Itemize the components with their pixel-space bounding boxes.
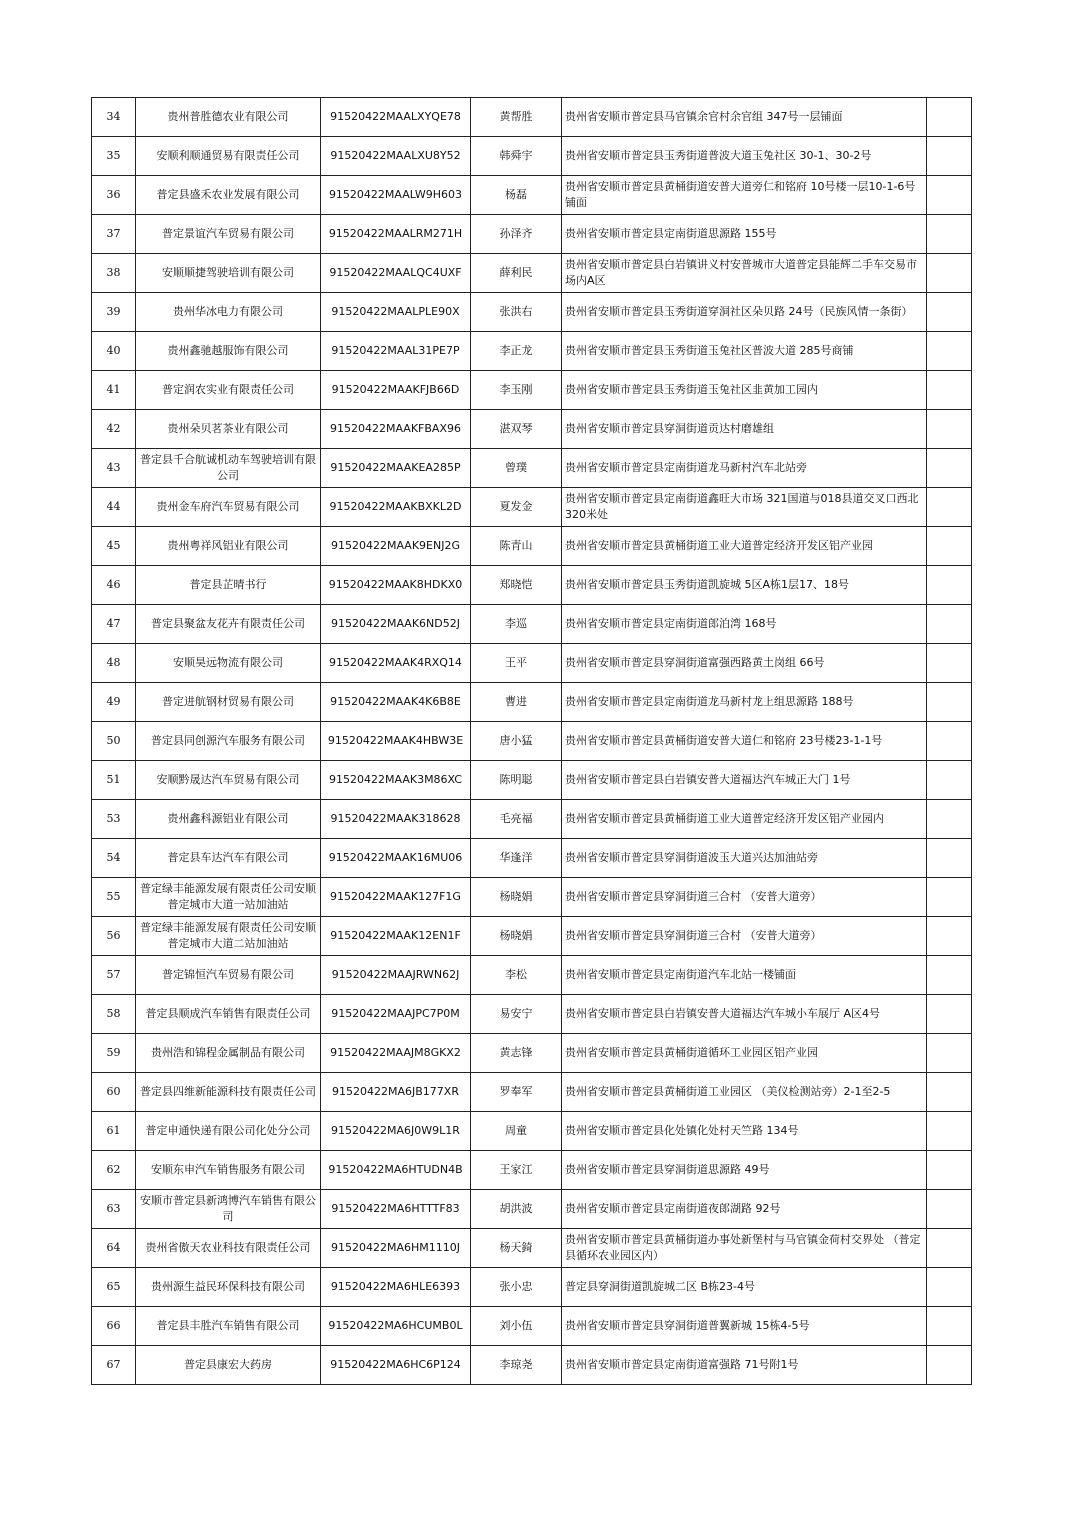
credit-code: 91520422MAALQC4UXF <box>321 254 471 293</box>
legal-representative: 张洪右 <box>471 293 562 332</box>
legal-representative: 王平 <box>471 644 562 683</box>
company-name: 普定县丰胜汽车销售有限公司 <box>136 1307 321 1346</box>
company-name: 贵州源生益民环保科技有限公司 <box>136 1268 321 1307</box>
table-row <box>92 644 972 683</box>
row-number: 60 <box>92 1073 136 1112</box>
credit-code: 91520422MAAK6ND52J <box>321 605 471 644</box>
registered-address: 贵州省安顺市普定县玉秀街道普波大道玉兔社区 30-1、30-2号 <box>562 137 927 176</box>
remarks-cell <box>927 371 972 410</box>
company-name: 安顺市普定县新鸿博汽车销售有限公司 <box>136 1190 321 1229</box>
credit-code: 91520422MAALXYQE78 <box>321 98 471 137</box>
credit-code: 91520422MAAK12EN1F <box>321 917 471 956</box>
row-number: 54 <box>92 839 136 878</box>
row-number: 64 <box>92 1229 136 1268</box>
remarks-cell <box>927 527 972 566</box>
credit-code: 91520422MA6J0W9L1R <box>321 1112 471 1151</box>
company-name: 贵州金车府汽车贸易有限公司 <box>136 488 321 527</box>
table-row <box>92 1190 972 1229</box>
remarks-cell <box>927 254 972 293</box>
row-number: 41 <box>92 371 136 410</box>
registered-address: 贵州省安顺市普定县定南街道龙马新村龙上组思源路 188号 <box>562 683 927 722</box>
legal-representative: 杨天錡 <box>471 1229 562 1268</box>
row-number: 43 <box>92 449 136 488</box>
row-number: 65 <box>92 1268 136 1307</box>
legal-representative: 张小忠 <box>471 1268 562 1307</box>
registered-address: 贵州省安顺市普定县穿洞街道三合村 （安普大道旁） <box>562 917 927 956</box>
company-name: 普定润农实业有限责任公司 <box>136 371 321 410</box>
registered-address: 贵州省安顺市普定县黄桶街道循环工业园区铝产业园 <box>562 1034 927 1073</box>
registered-address: 贵州省安顺市普定县黄桶街道办事处新堡村与马官镇金荷村交界处 （普定县循环农业园区内） <box>562 1229 927 1268</box>
registered-address: 贵州省安顺市普定县马官镇余官村余官组 347号一层铺面 <box>562 98 927 137</box>
registered-address: 贵州省安顺市普定县玉秀街道穿洞社区朵贝路 24号（民族风情一条街） <box>562 293 927 332</box>
legal-representative: 周童 <box>471 1112 562 1151</box>
table-row <box>92 1112 972 1151</box>
table-row <box>92 176 972 215</box>
legal-representative: 李玉刚 <box>471 371 562 410</box>
remarks-cell <box>927 449 972 488</box>
row-number: 50 <box>92 722 136 761</box>
registered-address: 贵州省安顺市普定县穿洞街道普翼新城 15栋4-5号 <box>562 1307 927 1346</box>
legal-representative: 华逢洋 <box>471 839 562 878</box>
company-name: 贵州浩和锦程金属制品有限公司 <box>136 1034 321 1073</box>
remarks-cell <box>927 1112 972 1151</box>
company-name: 贵州普胜德农业有限公司 <box>136 98 321 137</box>
registered-address: 贵州省安顺市普定县黄桶街道工业大道普定经济开发区铝产业园 <box>562 527 927 566</box>
credit-code: 91520422MA6HTUDN4B <box>321 1151 471 1190</box>
credit-code: 91520422MAAK9ENJ2G <box>321 527 471 566</box>
registered-address: 贵州省安顺市普定县穿洞街道思源路 49号 <box>562 1151 927 1190</box>
table-row <box>92 839 972 878</box>
table-row <box>92 1268 972 1307</box>
credit-code: 91520422MAALPLE90X <box>321 293 471 332</box>
registered-address: 贵州省安顺市普定县白岩镇安普大道福达汽车城小车展厅 A区4号 <box>562 995 927 1034</box>
remarks-cell <box>927 878 972 917</box>
row-number: 37 <box>92 215 136 254</box>
row-number: 57 <box>92 956 136 995</box>
credit-code: 91520422MAAKFJB66D <box>321 371 471 410</box>
credit-code: 91520422MAAJPC7P0M <box>321 995 471 1034</box>
company-name: 普定县芷晴书行 <box>136 566 321 605</box>
row-number: 62 <box>92 1151 136 1190</box>
table-row <box>92 722 972 761</box>
remarks-cell <box>927 839 972 878</box>
company-name: 安顺利顺通贸易有限责任公司 <box>136 137 321 176</box>
table-row <box>92 878 972 917</box>
registered-address: 贵州省安顺市普定县穿洞街道三合村 （安普大道旁） <box>562 878 927 917</box>
company-name: 贵州鑫驰越服饰有限公司 <box>136 332 321 371</box>
remarks-cell <box>927 215 972 254</box>
remarks-cell <box>927 644 972 683</box>
table-body <box>92 98 972 1385</box>
table-row <box>92 254 972 293</box>
registered-address: 贵州省安顺市普定县白岩镇讲义村安普城市大道普定县能辉二手车交易市场内A区 <box>562 254 927 293</box>
table-row <box>92 488 972 527</box>
remarks-cell <box>927 293 972 332</box>
company-name: 普定景谊汽车贸易有限公司 <box>136 215 321 254</box>
row-number: 45 <box>92 527 136 566</box>
row-number: 39 <box>92 293 136 332</box>
company-name: 普定进航钢材贸易有限公司 <box>136 683 321 722</box>
row-number: 63 <box>92 1190 136 1229</box>
registered-address: 贵州省安顺市普定县定南街道龙马新村汽车北站旁 <box>562 449 927 488</box>
table-row <box>92 1151 972 1190</box>
company-name: 普定县康宏大药房 <box>136 1346 321 1385</box>
row-number: 48 <box>92 644 136 683</box>
table-row <box>92 1034 972 1073</box>
credit-code: 91520422MAAK4HBW3E <box>321 722 471 761</box>
table-row <box>92 917 972 956</box>
table-row <box>92 293 972 332</box>
registered-address: 贵州省安顺市普定县定南街道夜郎湖路 92号 <box>562 1190 927 1229</box>
credit-code: 91520422MAAK4RXQ14 <box>321 644 471 683</box>
remarks-cell <box>927 1346 972 1385</box>
legal-representative: 杨晓娟 <box>471 917 562 956</box>
registered-address: 贵州省安顺市普定县黄桶街道安普大道旁仁和铭府 10号楼一层10-1-6号铺面 <box>562 176 927 215</box>
remarks-cell <box>927 98 972 137</box>
legal-representative: 薛利民 <box>471 254 562 293</box>
table-row <box>92 995 972 1034</box>
row-number: 66 <box>92 1307 136 1346</box>
credit-code: 91520422MA6HCUMB0L <box>321 1307 471 1346</box>
legal-representative: 郑晓恺 <box>471 566 562 605</box>
company-name: 普定县顺成汽车销售有限责任公司 <box>136 995 321 1034</box>
row-number: 49 <box>92 683 136 722</box>
registered-address: 贵州省安顺市普定县穿洞街道贡达村磨雄组 <box>562 410 927 449</box>
remarks-cell <box>927 566 972 605</box>
table-row <box>92 137 972 176</box>
company-name: 安顺东申汽车销售服务有限公司 <box>136 1151 321 1190</box>
table-row <box>92 566 972 605</box>
credit-code: 91520422MA6HLE6393 <box>321 1268 471 1307</box>
remarks-cell <box>927 1307 972 1346</box>
enterprise-register-table <box>91 97 972 1385</box>
company-name: 安顺昊远物流有限公司 <box>136 644 321 683</box>
company-name: 普定申通快递有限公司化处分公司 <box>136 1112 321 1151</box>
legal-representative: 胡洪波 <box>471 1190 562 1229</box>
credit-code: 91520422MAALRM271H <box>321 215 471 254</box>
credit-code: 91520422MA6HM1110J <box>321 1229 471 1268</box>
registered-address: 贵州省安顺市普定县穿洞街道富强西路黄土岗组 66号 <box>562 644 927 683</box>
remarks-cell <box>927 605 972 644</box>
legal-representative: 曹进 <box>471 683 562 722</box>
registered-address: 贵州省安顺市普定县定南街道思源路 155号 <box>562 215 927 254</box>
legal-representative: 李巡 <box>471 605 562 644</box>
row-number: 58 <box>92 995 136 1034</box>
legal-representative: 黄帮胜 <box>471 98 562 137</box>
remarks-cell <box>927 800 972 839</box>
row-number: 46 <box>92 566 136 605</box>
remarks-cell <box>927 917 972 956</box>
legal-representative: 孙泽齐 <box>471 215 562 254</box>
remarks-cell <box>927 332 972 371</box>
registered-address: 贵州省安顺市普定县穿洞街道波玉大道兴达加油站旁 <box>562 839 927 878</box>
legal-representative: 杨晓娟 <box>471 878 562 917</box>
remarks-cell <box>927 956 972 995</box>
legal-representative: 陈青山 <box>471 527 562 566</box>
remarks-cell <box>927 995 972 1034</box>
credit-code: 91520422MAAK127F1G <box>321 878 471 917</box>
remarks-cell <box>927 176 972 215</box>
registered-address: 贵州省安顺市普定县玉秀街道凯旋城 5区A栋1层17、18号 <box>562 566 927 605</box>
legal-representative: 杨磊 <box>471 176 562 215</box>
table-row <box>92 371 972 410</box>
registered-address: 贵州省安顺市普定县化处镇化处村天竺路 134号 <box>562 1112 927 1151</box>
legal-representative: 刘小伍 <box>471 1307 562 1346</box>
row-number: 40 <box>92 332 136 371</box>
row-number: 42 <box>92 410 136 449</box>
remarks-cell <box>927 1190 972 1229</box>
remarks-cell <box>927 683 972 722</box>
credit-code: 91520422MAAKBXKL2D <box>321 488 471 527</box>
table-row <box>92 410 972 449</box>
legal-representative: 曾璞 <box>471 449 562 488</box>
remarks-cell <box>927 1229 972 1268</box>
company-name: 普定县同创源汽车服务有限公司 <box>136 722 321 761</box>
registered-address: 贵州省安顺市普定县黄桶街道安普大道仁和铭府 23号楼23-1-1号 <box>562 722 927 761</box>
company-name: 普定绿丰能源发展有限责任公司安顺普定城市大道一站加油站 <box>136 878 321 917</box>
remarks-cell <box>927 722 972 761</box>
row-number: 35 <box>92 137 136 176</box>
company-name: 普定县千合航诚机动车驾驶培训有限公司 <box>136 449 321 488</box>
credit-code: 91520422MA6HTTTF83 <box>321 1190 471 1229</box>
credit-code: 91520422MAAK8HDKX0 <box>321 566 471 605</box>
company-name: 普定县盛禾农业发展有限公司 <box>136 176 321 215</box>
credit-code: 91520422MAALW9H603 <box>321 176 471 215</box>
row-number: 55 <box>92 878 136 917</box>
credit-code: 91520422MAAK318628 <box>321 800 471 839</box>
table-row <box>92 1307 972 1346</box>
table-row <box>92 527 972 566</box>
company-name: 贵州朵贝茗茶业有限公司 <box>136 410 321 449</box>
legal-representative: 湛双琴 <box>471 410 562 449</box>
legal-representative: 夏发金 <box>471 488 562 527</box>
registered-address: 贵州省安顺市普定县黄桶街道工业大道普定经济开发区铝产业园内 <box>562 800 927 839</box>
company-name: 普定县四维新能源科技有限责任公司 <box>136 1073 321 1112</box>
company-name: 贵州粤祥风铝业有限公司 <box>136 527 321 566</box>
table-row <box>92 683 972 722</box>
legal-representative: 唐小猛 <box>471 722 562 761</box>
legal-representative: 易安宁 <box>471 995 562 1034</box>
row-number: 44 <box>92 488 136 527</box>
legal-representative: 李琼尧 <box>471 1346 562 1385</box>
remarks-cell <box>927 761 972 800</box>
row-number: 47 <box>92 605 136 644</box>
registered-address: 贵州省安顺市普定县玉秀街道玉兔社区普波大道 285号商铺 <box>562 332 927 371</box>
credit-code: 91520422MAAL31PE7P <box>321 332 471 371</box>
legal-representative: 王家江 <box>471 1151 562 1190</box>
row-number: 59 <box>92 1034 136 1073</box>
legal-representative: 罗奉军 <box>471 1073 562 1112</box>
company-name: 普定县车达汽车有限公司 <box>136 839 321 878</box>
company-name: 贵州省傲天农业科技有限责任公司 <box>136 1229 321 1268</box>
credit-code: 91520422MAAK16MU06 <box>321 839 471 878</box>
table-row <box>92 98 972 137</box>
table-row <box>92 761 972 800</box>
legal-representative: 韩舜宇 <box>471 137 562 176</box>
credit-code: 91520422MAAJRWN62J <box>321 956 471 995</box>
company-name: 普定绿丰能源发展有限责任公司安顺普定城市大道二站加油站 <box>136 917 321 956</box>
row-number: 61 <box>92 1112 136 1151</box>
legal-representative: 毛亮福 <box>471 800 562 839</box>
credit-code: 91520422MAAK3M86XC <box>321 761 471 800</box>
company-name: 贵州鑫科源铝业有限公司 <box>136 800 321 839</box>
registered-address: 贵州省安顺市普定县白岩镇安普大道福达汽车城正大门 1号 <box>562 761 927 800</box>
registered-address: 贵州省安顺市普定县定南街道汽车北站一楼铺面 <box>562 956 927 995</box>
table-row <box>92 449 972 488</box>
remarks-cell <box>927 1073 972 1112</box>
table-row <box>92 215 972 254</box>
row-number: 56 <box>92 917 136 956</box>
credit-code: 91520422MAALXU8Y52 <box>321 137 471 176</box>
company-name: 普定县聚盆友花卉有限责任公司 <box>136 605 321 644</box>
legal-representative: 李正龙 <box>471 332 562 371</box>
legal-representative: 陈明聪 <box>471 761 562 800</box>
row-number: 67 <box>92 1346 136 1385</box>
credit-code: 91520422MAAKEA285P <box>321 449 471 488</box>
legal-representative: 李松 <box>471 956 562 995</box>
credit-code: 91520422MAAJM8GKX2 <box>321 1034 471 1073</box>
registered-address: 贵州省安顺市普定县玉秀街道玉兔社区韭黄加工园内 <box>562 371 927 410</box>
table-row <box>92 1229 972 1268</box>
table-row <box>92 1073 972 1112</box>
legal-representative: 黄志锋 <box>471 1034 562 1073</box>
table-row <box>92 605 972 644</box>
row-number: 53 <box>92 800 136 839</box>
remarks-cell <box>927 1034 972 1073</box>
credit-code: 91520422MAAK4K6B8E <box>321 683 471 722</box>
row-number: 36 <box>92 176 136 215</box>
remarks-cell <box>927 1268 972 1307</box>
company-name: 安顺顺捷驾驶培训有限公司 <box>136 254 321 293</box>
company-name: 普定锦恒汽车贸易有限公司 <box>136 956 321 995</box>
registered-address: 贵州省安顺市普定县定南街道鑫旺大市场 321国道与018县道交叉口西北320米处 <box>562 488 927 527</box>
credit-code: 91520422MA6JB177XR <box>321 1073 471 1112</box>
table-row <box>92 800 972 839</box>
credit-code: 91520422MAAKFBAX96 <box>321 410 471 449</box>
remarks-cell <box>927 137 972 176</box>
row-number: 51 <box>92 761 136 800</box>
company-name: 贵州华冰电力有限公司 <box>136 293 321 332</box>
registered-address: 贵州省安顺市普定县黄桶街道工业园区 （美仪检测站旁）2-1至2-5 <box>562 1073 927 1112</box>
registered-address: 贵州省安顺市普定县定南街道富强路 71号附1号 <box>562 1346 927 1385</box>
table-row <box>92 956 972 995</box>
registered-address: 贵州省安顺市普定县定南街道郎泊湾 168号 <box>562 605 927 644</box>
credit-code: 91520422MA6HC6P124 <box>321 1346 471 1385</box>
company-name: 安顺黔晟达汽车贸易有限公司 <box>136 761 321 800</box>
table-row <box>92 332 972 371</box>
remarks-cell <box>927 410 972 449</box>
remarks-cell <box>927 488 972 527</box>
registered-address: 普定县穿洞街道凯旋城二区 B栋23-4号 <box>562 1268 927 1307</box>
row-number: 38 <box>92 254 136 293</box>
table-row <box>92 1346 972 1385</box>
remarks-cell <box>927 1151 972 1190</box>
row-number: 34 <box>92 98 136 137</box>
